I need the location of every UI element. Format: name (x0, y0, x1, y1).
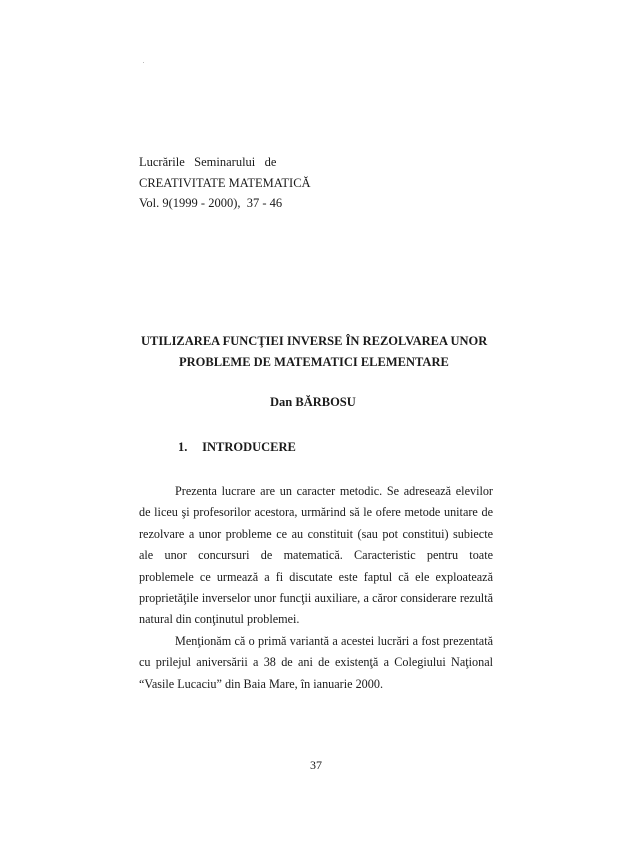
section-body (139, 481, 493, 695)
section-title: INTRODUCERE (202, 440, 296, 454)
journal-volume: Vol. 9(1999 - 2000), 37 - 46 (139, 196, 283, 210)
section-heading (178, 440, 296, 455)
scan-speck (143, 62, 144, 63)
journal-series: Lucrările Seminarului de (139, 155, 277, 169)
page-number: 37 (310, 758, 322, 772)
paper-title-line-2: PROBLEME DE MATEMATICI ELEMENTARE (179, 355, 449, 369)
paper-title-line-1: UTILIZAREA FUNCŢIEI INVERSE ÎN REZOLVAREA UNOR (141, 334, 488, 348)
paragraph: Prezenta lucrare are un caracter metodic. Se adresează elevilor de liceu şi profesorilor acestora, urmărind să le ofere metode unitare de rezolvare a unor probleme ce au constituit (sau pot constitui) subiecte ale unor concursuri de matematică. Caracteristic pentru toate problemele ce urmează a fi discutate este faptul că ele exploatează proprietăţile inverselor unor funcţii auxiliare, a căror considerare rezultă natural din conţinutul problemei. (139, 484, 493, 627)
paragraph: Menţionăm că o primă variantă a acestei lucrări a fost prezentată cu prilejul aniversării a 38 de ani de existenţă a Colegiului Naţional “Vasile Lucaciu” din Baia Mare, în ianuarie 2000. (139, 633, 493, 691)
journal-title: CREATIVITATE MATEMATICĂ (139, 175, 311, 190)
journal-header (139, 152, 311, 214)
section-number: 1. (178, 440, 188, 454)
paper-author: Dan BĂRBOSU (270, 395, 356, 409)
